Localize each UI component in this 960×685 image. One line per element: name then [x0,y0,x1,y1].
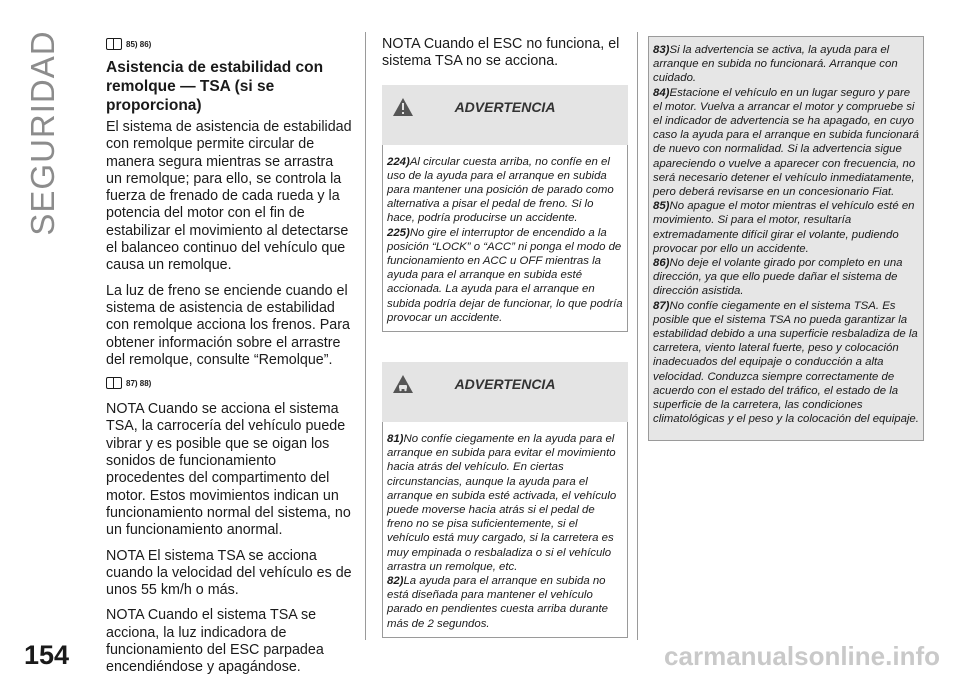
watermark: carmanualsonline.info [664,641,940,671]
warning-title: ADVERTENCIA [454,98,556,115]
column-divider [637,32,638,640]
column-3 [648,36,924,441]
section-label: SEGURIDAD [24,30,61,236]
book-icon [106,377,122,389]
section-heading: Asistencia de estabilidad con remolque — TSA (si se proporciona) [106,59,324,114]
page-number: 154 [24,640,70,670]
warning-item: 85)No apague el motor mientras el vehículo esté en movimiento. Si para el motor, resultaría extremadamente difícil girar el volante, pudiendo provocar por ello un accidente. [653,200,915,255]
warning-title: ADVERTENCIA [454,376,556,393]
warning-item: 82)La ayuda para el arranque en subida no está diseñada para mantener el vehículo parado en pendientes cuesta arriba durante más de 2 segundos. [387,575,609,630]
warning-box [382,422,628,638]
warning-header [382,85,628,145]
column-2 [382,36,628,638]
warning-item: 84)Estacione el vehículo en un lugar seguro y pare el motor. Vuelva a arrancar el motor y compruebe si el indicador de advertencia se ha apagado, en cuyo caso la ayuda para el arranque en subida funcionará de nuevo con normalidad. Si la advertencia sigue apareciendo o vuelve a aparecer con frecuencia, no será necesario detener el vehículo inmediatamente, pero deberá revisarse en un concesionario Fiat. [653,86,919,199]
note-paragraph: NOTA Cuando se acciona el sistema TSA, la carrocería del vehículo puede vibrar y es posible que se oigan los sonidos de funcionamiento procedentes del compartimento del motor. Estos movimientos indican un funcionamiento normal del sistema, no un funcionamiento anormal. [106,401,351,539]
column-1 [106,36,352,685]
warning-item: 83)Si la advertencia se activa, la ayuda para el arranque en subida no funcionará. Arranque con cuidado. [653,44,898,85]
reference-marker: 87) 88) [106,377,352,389]
warning-box [382,145,628,332]
warning-item: 81)No confíe ciegamente en la ayuda para el arranque en subida para evitar el movimiento hacia atrás del vehículo. En ciertas circunstancias, aunque la ayuda para el arranque en subida esté activada, el vehículo puede moverse hacia atrás si el pedal de freno no se pisa suficientemente, si el vehículo está muy cargado, si la carretera es muy empinada o resbaladiza o si el vehículo arrastra un remolque, etc. [387,433,617,573]
warning-continuation-box [648,36,924,441]
paragraph: El sistema de asistencia de estabilidad con remolque permite circular de manera segura mientras se arrastra un remolque; para ello, se controla la fuerza de frenado de cada rueda y la potencia del motor con el fin de estabilizar el movimiento al detectarse el balanceo continuo del vehículo que causa un remolque. [106,119,352,274]
warning-item: 225)No gire el interruptor de encendido a la posición “LOCK” o “ACC” ni ponga el modo de funcionamiento en ACC u OFF mientras la ayuda para el arranque en subida esté accionada. La ayuda para el arranque en subida podría dejar de funcionar, lo que podría provocar un accidente. [387,226,623,324]
book-icon [106,38,122,50]
reference-marker: 85) 86) [106,38,352,50]
note-paragraph: NOTA El sistema TSA se acciona cuando la velocidad del vehículo es de unos 55 km/h o más. [106,547,352,599]
warning-header [382,362,628,422]
paragraph: La luz de freno se enciende cuando el sistema de asistencia de estabilidad con remolque acciona los frenos. Para obtener información sobre el arrastre del remolque, consulte “Remolque”. [106,282,350,368]
note-paragraph: NOTA Cuando el ESC no funciona, el sistema TSA no se acciona. [382,36,620,70]
note-paragraph: NOTA Cuando el sistema TSA se acciona, la luz indicadora de funcionamiento del ESC parpadea encendiéndose y apagándose. [106,607,324,676]
column-divider [365,32,366,640]
warning-item: 224)Al circular cuesta arriba, no confíe en el uso de la ayuda para el arranque en subida para mantener una posición de parado como alternativa a pisar el pedal de freno. Si lo hace, podría producirse un accidente. [387,155,614,225]
warning-item: 86)No deje el volante girado por completo en una dirección, ya que ello puede dañar el sistema de dirección asistida. [653,257,903,298]
warning-item: 87)No confíe ciegamente en el sistema TSA. Es posible que el sistema TSA no pueda garantizar la estabilidad debido a una superficie resbaladiza de la carretera, viento lateral fuerte, peso y colocación inadecuados del equipaje o conducción a alta velocidad. Conduzca siempre correctamente de acuerdo con el estado del tráfico, el estado de la superficie de la carretera, las condiciones climatológicas y el peso y la colocación del equipaje. [653,299,919,426]
